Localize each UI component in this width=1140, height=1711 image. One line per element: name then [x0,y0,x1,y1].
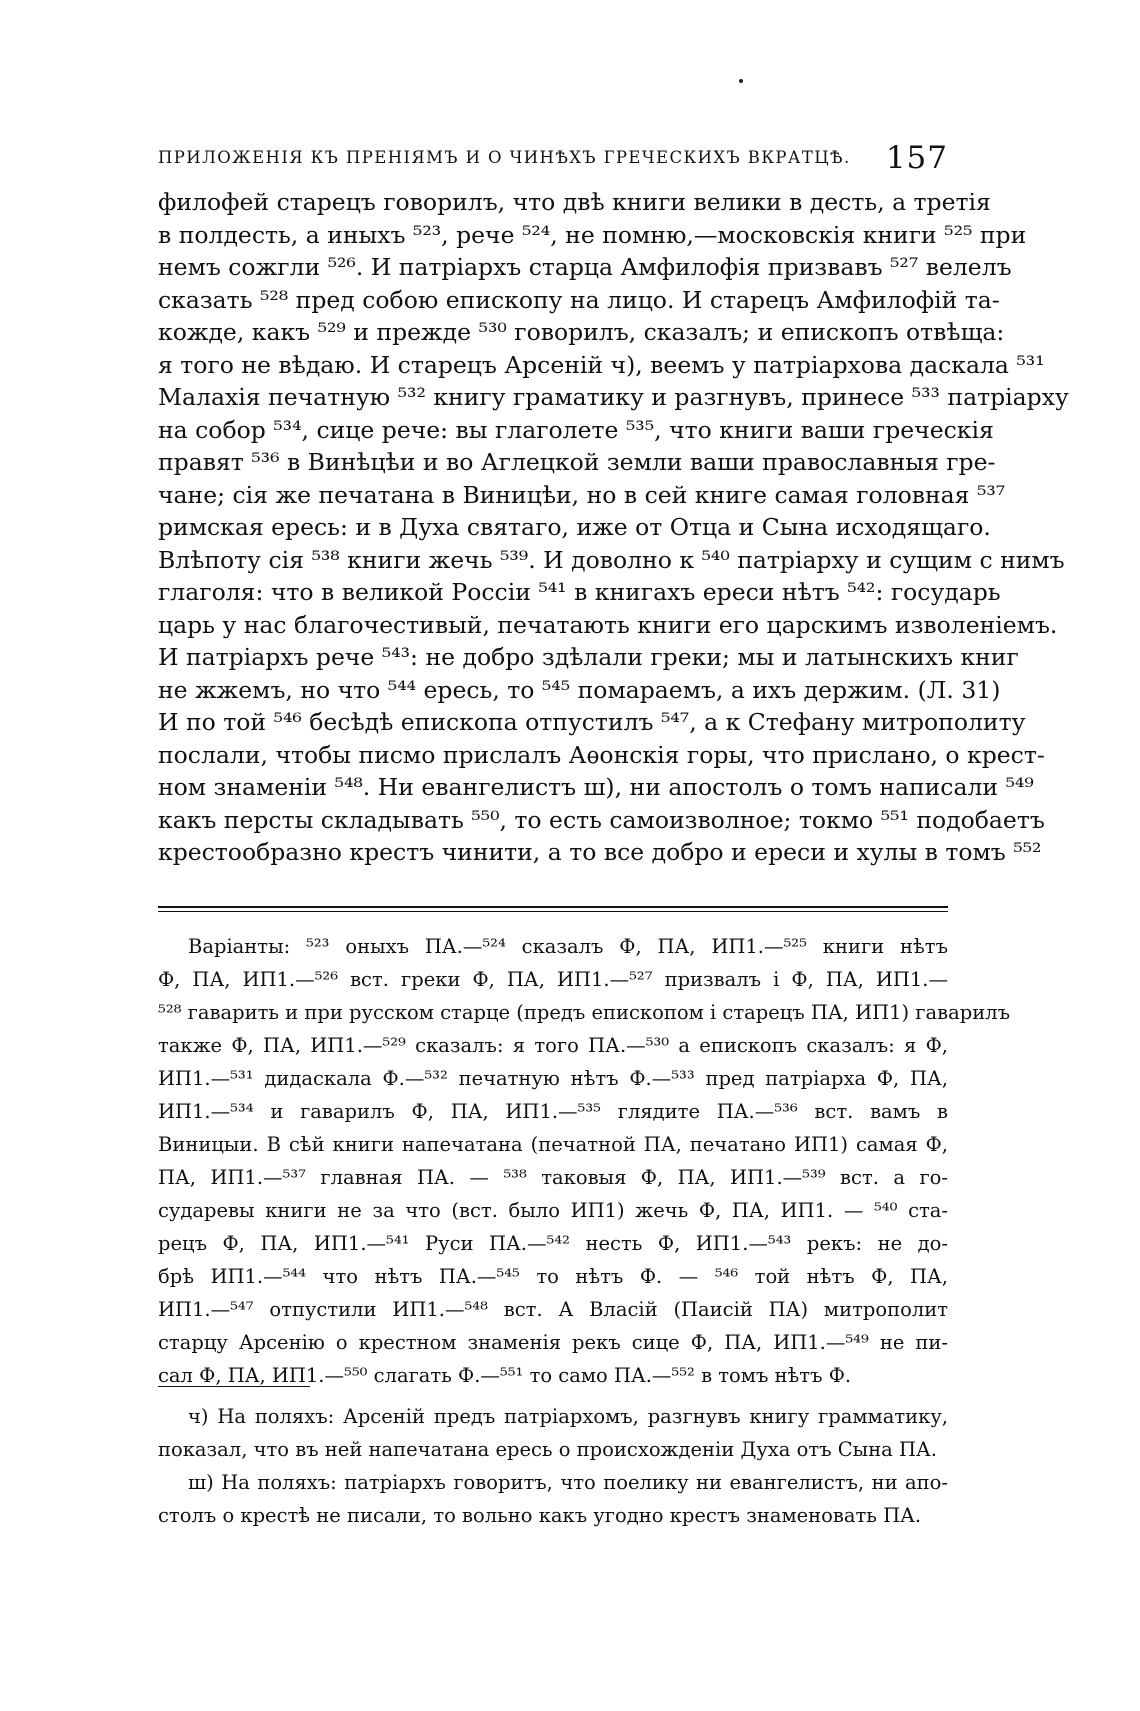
footnotes [158,1400,948,1532]
main-text [158,186,1069,869]
footnote-line: столъ о крестѣ не писали, то вольно какъ угодно крестъ знаменовать ПА. [158,1504,922,1527]
footnote-divider [158,1386,310,1387]
footnote-line: ч) На поляхъ: Арсеній предъ патріархомъ, разгнувъ книгу грамматику, [188,1405,948,1428]
variants-line: также Ф, ПА, ИП1.—⁵²⁹ сказалъ: я того ПА.—⁵³⁰ а епископъ сказалъ: я Ф, [158,1034,948,1057]
body-line: И патріархъ рече ⁵⁴³: не добро здѣлали греки; мы и латынскихъ книг [158,643,1019,671]
body-line: немъ сожгли ⁵²⁶. И патріархъ старца Амфилофія призвавъ ⁵²⁷ велелъ [158,253,1012,281]
variants-line: ИП1.—⁵³⁴ и гаварилъ Ф, ПА, ИП1.—⁵³⁵ глядите ПА.—⁵³⁶ вст. вамъ в [158,1100,948,1123]
body-line: сказать ⁵²⁸ пред собою епископу на лицо. И старецъ Амфилофій та- [158,285,1000,314]
footnote-line: показал, что въ ней напечатана ересь о происхожденіи Духа отъ Сына ПА. [158,1438,937,1461]
body-line: глаголя: что в великой Россіи ⁵⁴¹ в книгахъ ереси нѣтъ ⁵⁴²: государь [158,578,1001,606]
variants-line: ⁵²⁸ гаварить и при русском старце (предъ епископом і старецъ ПА, ИП1) гаварилъ [158,1001,1011,1024]
variants-line: сал Ф, ПА, ИП1.—⁵⁵⁰ слагать Ф.—⁵⁵¹ то само ПА.—⁵⁵² в томъ нѣтъ Ф. [158,1364,852,1387]
body-line: филофей старецъ говорилъ, что двѣ книги велики в десть, а третія [158,188,991,216]
variants-apparatus [158,930,1011,1392]
variants-line: Варіанты: ⁵²³ оныхъ ПА.—⁵²⁴ сказалъ Ф, ПА, ИП1.—⁵²⁵ книги нѣтъ [188,935,948,958]
running-head [158,140,948,180]
page-number: 157 [885,140,948,176]
variants-line: рецъ Ф, ПА, ИП1.—⁵⁴¹ Руси ПА.—⁵⁴² несть Ф, ИП1.—⁵⁴³ рекъ: не до- [158,1232,948,1255]
body-line: царь у нас благочестивый, печатають книги его царскимъ изволеніемъ. [158,610,1058,639]
body-line: послали, чтобы писмо прислалъ Аѳонскія горы, что прислано, о крест- [158,740,1045,769]
variants-line: ПА, ИП1.—⁵³⁷ главная ПА. — ⁵³⁸ таковыя Ф, ПА, ИП1.—⁵³⁹ вст. а го- [158,1166,948,1189]
body-line: какъ персты складывать ⁵⁵⁰, то есть самоизволное; токмо ⁵⁵¹ подобаетъ [158,805,1045,834]
body-line: в полдесть, а иныхъ ⁵²³, рече ⁵²⁴, не помню,—московскія книги ⁵²⁵ при [158,220,1027,249]
body-line: кожде, какъ ⁵²⁹ и прежде ⁵³⁰ говорилъ, сказалъ; и епископъ отвѣща: [158,318,1005,346]
body-line: я того не вѣдаю. И старецъ Арсеній ч), веемъ у патріархова даскала ⁵³¹ [158,350,1045,379]
body-line: Влѣпоту сія ⁵³⁸ книги жечь ⁵³⁹. И доволно к ⁵⁴⁰ патріарху и сущим с нимъ [158,545,1065,574]
section-divider [158,906,948,912]
variants-line: брѣ ИП1.—⁵⁴⁴ что нѣтъ ПА.—⁵⁴⁵ то нѣтъ Ф. — ⁵⁴⁶ той нѣтъ Ф, ПА, [158,1265,948,1288]
running-title: ПРИЛОЖЕНІЯ КЪ ПРЕНІЯМЪ И О ЧИНѢХЪ ГРЕЧЕСКИХЪ ВКРАТЦѢ. [158,148,851,167]
body-line: ном знаменіи ⁵⁴⁸. Ни евангелистъ ш), ни апостолъ о томъ написали ⁵⁴⁹ [158,773,1034,801]
body-line: правят ⁵³⁶ в Винѣцѣи и во Аглецкой земли ваши православныя гре- [158,448,996,476]
body-line: крестообразно крестъ чинити, а то все добро и ереси и хулы в томъ ⁵⁵² [158,838,1042,866]
variants-line: сударевы книги не за что (вст. было ИП1) жечь Ф, ПА, ИП1. — ⁵⁴⁰ ста- [158,1199,948,1222]
variants-line: ИП1.—⁵³¹ дидаскала Ф.—⁵³² печатную нѣтъ Ф.—⁵³³ пред патріарха Ф, ПА, [158,1067,948,1090]
variants-line: Виницыи. В сѣй книги напечатана (печатной ПА, печатано ИП1) самая Ф, [158,1133,948,1156]
variants-line: ИП1.—⁵⁴⁷ отпустили ИП1.—⁵⁴⁸ вст. А Власій (Паисій ПА) митрополит [158,1298,948,1321]
body-line: чане; сія же печатана в Виницѣи, но в сей книге самая головная ⁵³⁷ [158,480,1006,509]
body-line: не жжемъ, но что ⁵⁴⁴ ересь, то ⁵⁴⁵ помараемъ, а ихъ держим. (Л. 31) [158,675,1001,704]
variants-line: Ф, ПА, ИП1.—⁵²⁶ вст. греки Ф, ПА, ИП1.—⁵²⁷ призвалъ і Ф, ПА, ИП1.— [158,968,948,991]
footnote-line: ш) На поляхъ: патріархъ говоритъ, что поелику ни евангелистъ, ни апо- [188,1471,948,1494]
body-line: римская ересь: и в Духа святаго, иже от Отца и Сына исходящаго. [158,513,991,541]
body-line: Малахія печатную ⁵³² книгу граматику и разгнувъ, принесе ⁵³³ патріарху [158,383,1069,411]
printer-speck [739,79,743,83]
body-line: на собор ⁵³⁴, сице рече: вы глаголете ⁵³⁵, что книги ваши греческія [158,415,994,444]
body-line: И по той ⁵⁴⁶ бесѣдѣ епископа отпустилъ ⁵⁴⁷, а к Стефану митрополиту [158,708,1026,736]
variants-line: старцу Арсенію о крестном знаменія рекъ сице Ф, ПА, ИП1.—⁵⁴⁹ не пи- [158,1331,948,1354]
